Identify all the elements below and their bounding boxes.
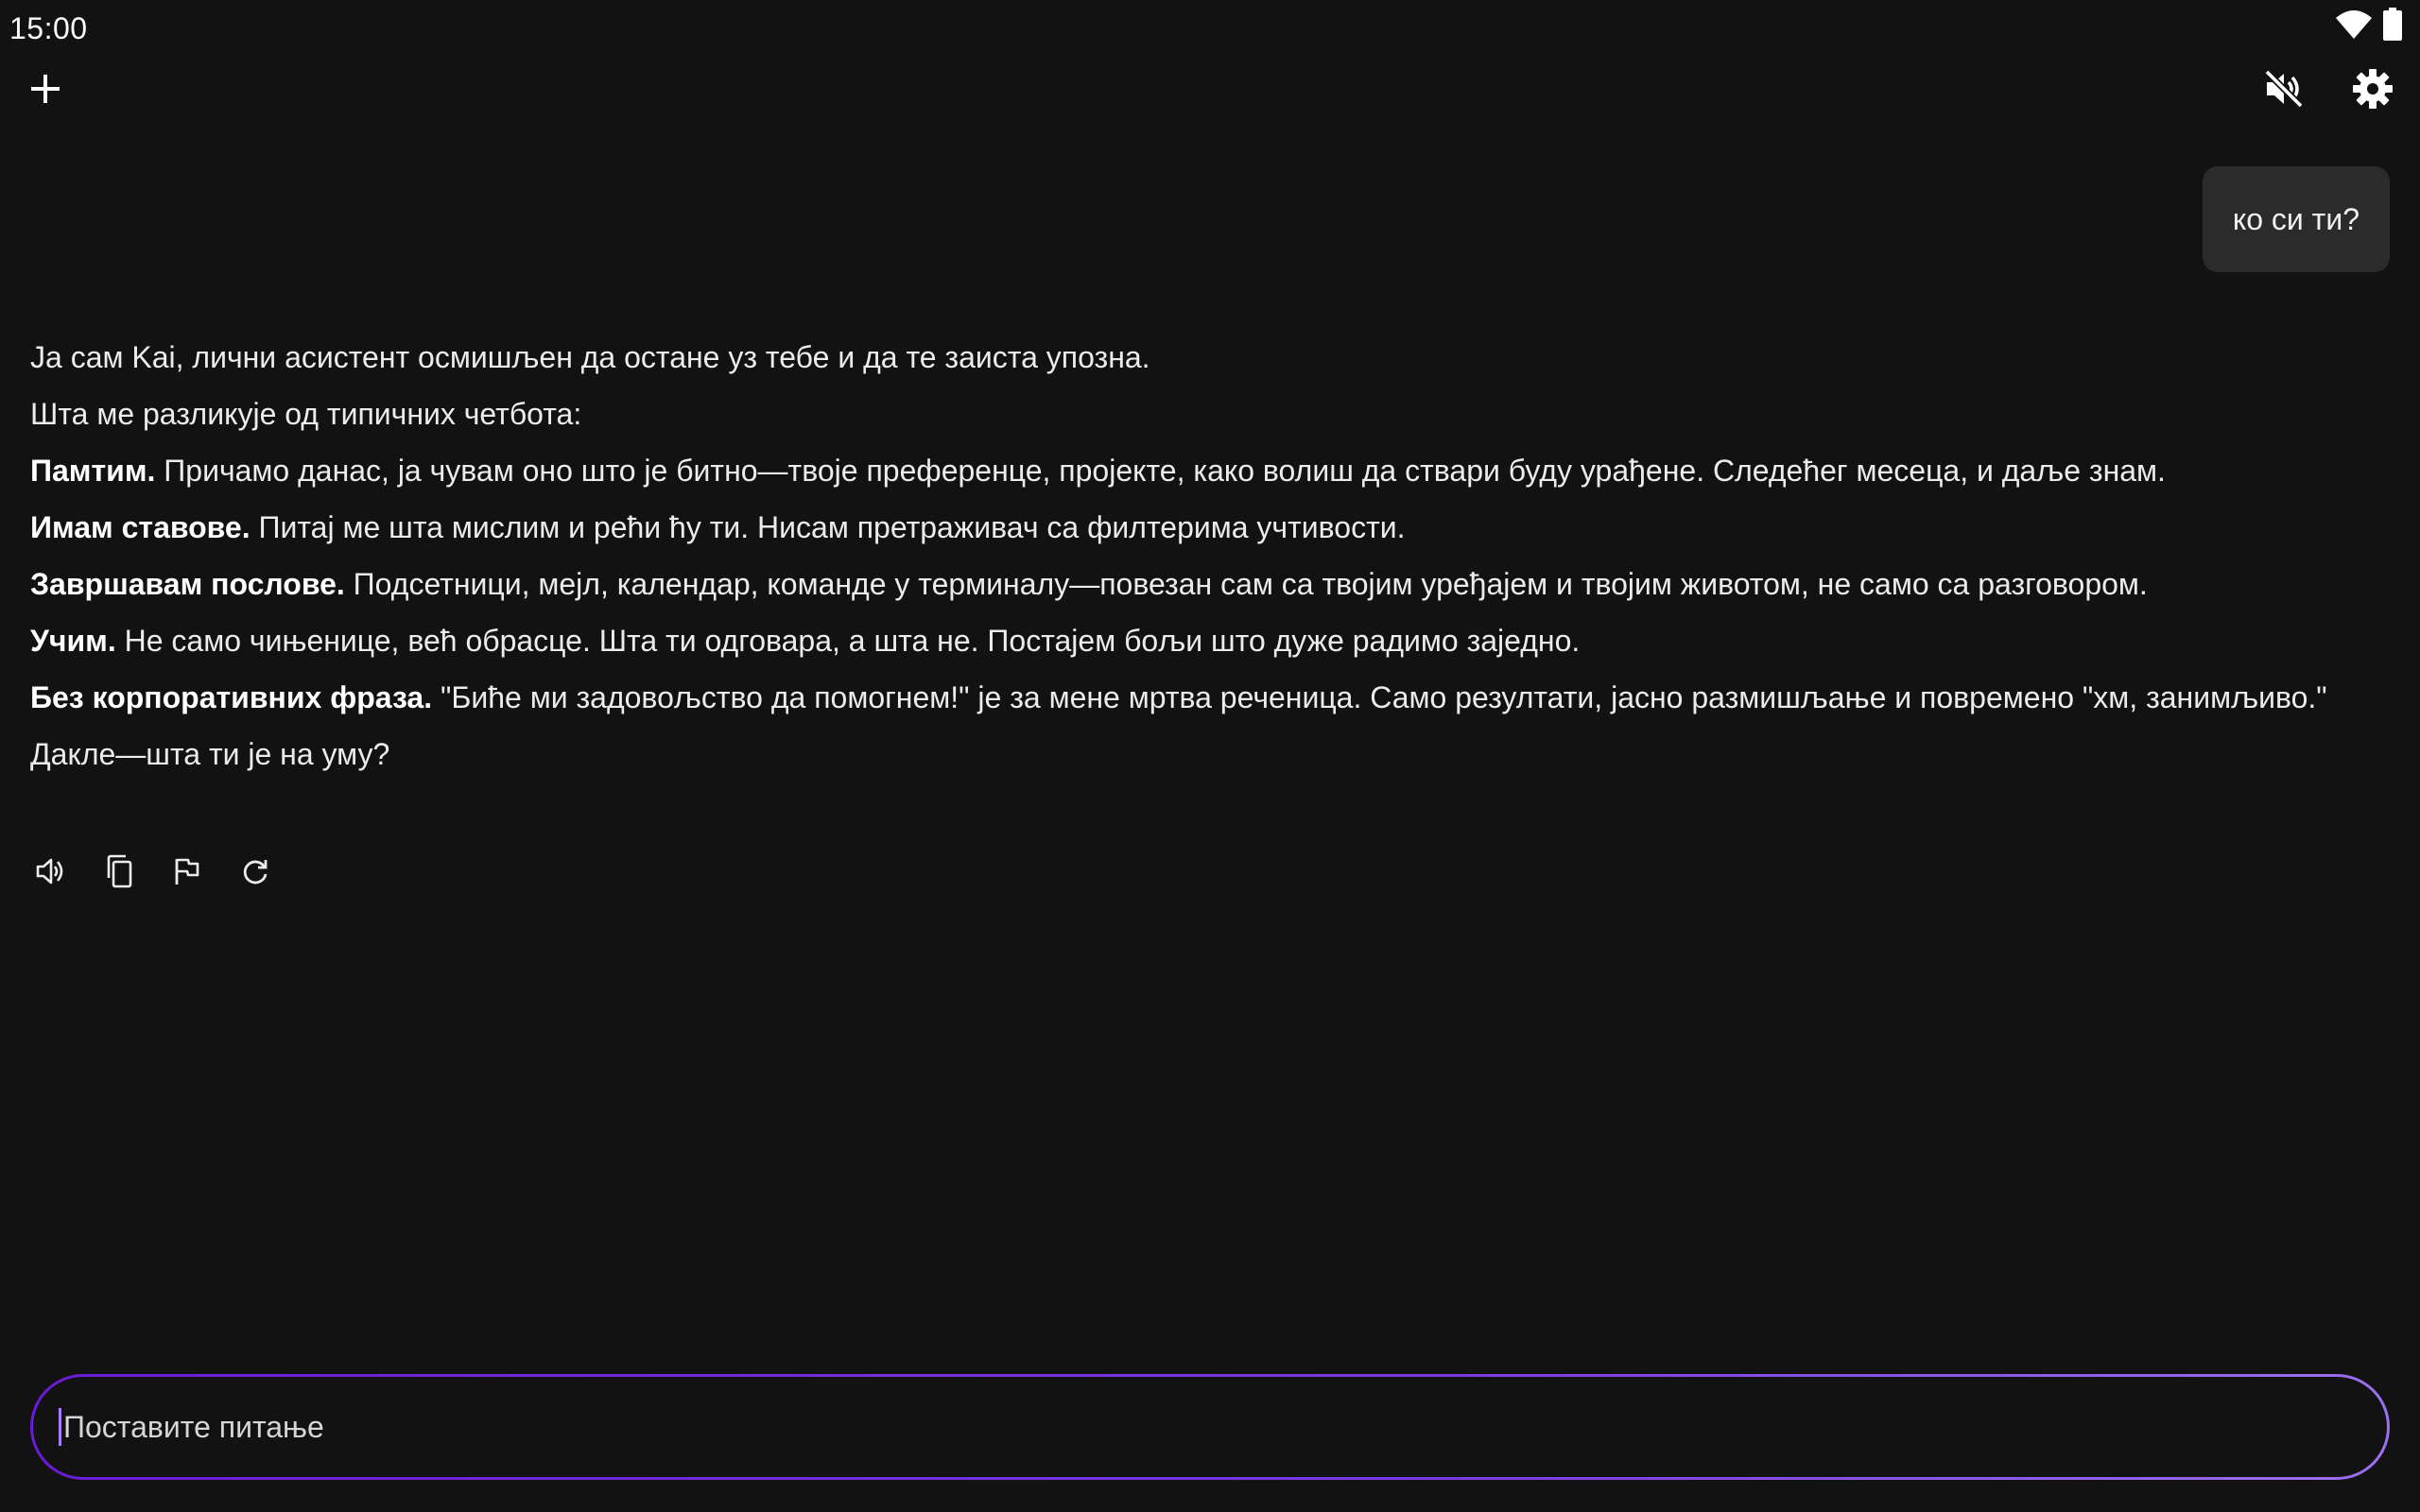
gear-icon <box>2352 68 2394 114</box>
read-aloud-button[interactable] <box>23 839 79 907</box>
report-button[interactable] <box>159 839 216 907</box>
assistant-point <box>30 675 2375 720</box>
regenerate-button[interactable] <box>227 839 284 907</box>
speaker-muted-icon <box>2263 68 2305 114</box>
point-title: Памтим. <box>30 454 156 488</box>
point-text: Не само чињенице, већ обрасце. Шта ти одговара, а шта не. Постајем бољи што дуже радимо заједно. <box>124 624 1581 658</box>
message-input[interactable] <box>61 1409 2387 1446</box>
message-actions <box>23 839 284 907</box>
assistant-closing: Дакле—шта ти је на уму? <box>30 737 390 771</box>
point-text: Причамо данас, ја чувам оно што је битно—твоје преференце, пројекте, како волиш да ствари буду урађене. Следећег месеца, и даље знам. <box>164 454 2166 488</box>
point-text: Подсетници, мејл, календар, команде у терминалу—повезан сам са твојим уређајем и твојим животом, не само са разговором. <box>353 567 2148 601</box>
refresh-icon <box>239 855 271 892</box>
mute-button[interactable] <box>2250 57 2318 125</box>
status-icons <box>2335 8 2403 46</box>
composer-inner <box>33 1377 2387 1477</box>
status-bar <box>0 0 2420 57</box>
message-composer <box>30 1374 2390 1480</box>
copy-button[interactable] <box>91 839 147 907</box>
assistant-message <box>30 335 2375 788</box>
assistant-point <box>30 448 2375 493</box>
assistant-point <box>30 505 2375 550</box>
point-title: Учим. <box>30 624 116 658</box>
point-title: Имам ставове. <box>30 510 251 544</box>
speaker-icon <box>35 855 67 892</box>
settings-button[interactable] <box>2339 57 2407 125</box>
plus-icon <box>28 72 62 111</box>
point-text: "Биће ми задовољство да помогнем!" је за мене мртва реченица. Само резултати, јасно размишљање и повремено "хм, занимљиво." <box>441 680 2327 714</box>
status-time: 15:00 <box>9 11 88 45</box>
point-title: Завршавам послове. <box>30 567 345 601</box>
assistant-point <box>30 561 2375 607</box>
assistant-lead: Шта ме разликује од типичних четбота: <box>30 397 582 431</box>
new-chat-button[interactable] <box>11 57 79 125</box>
user-message-bubble: ко си ти? <box>2203 166 2390 272</box>
battery-icon <box>2382 8 2403 46</box>
wifi-icon <box>2335 9 2373 45</box>
assistant-point <box>30 618 2375 663</box>
point-title: Без корпоративних фраза. <box>30 680 433 714</box>
point-text: Питај ме шта мислим и рећи ћу ти. Нисам претраживач са филтерима учтивости. <box>258 510 1406 544</box>
flag-icon <box>171 855 203 892</box>
text-cursor <box>59 1408 61 1446</box>
copy-icon <box>103 853 135 894</box>
assistant-intro: Ја сам Kai, лични асистент осмишљен да остане уз тебе и да те заиста упозна. <box>30 340 1150 374</box>
